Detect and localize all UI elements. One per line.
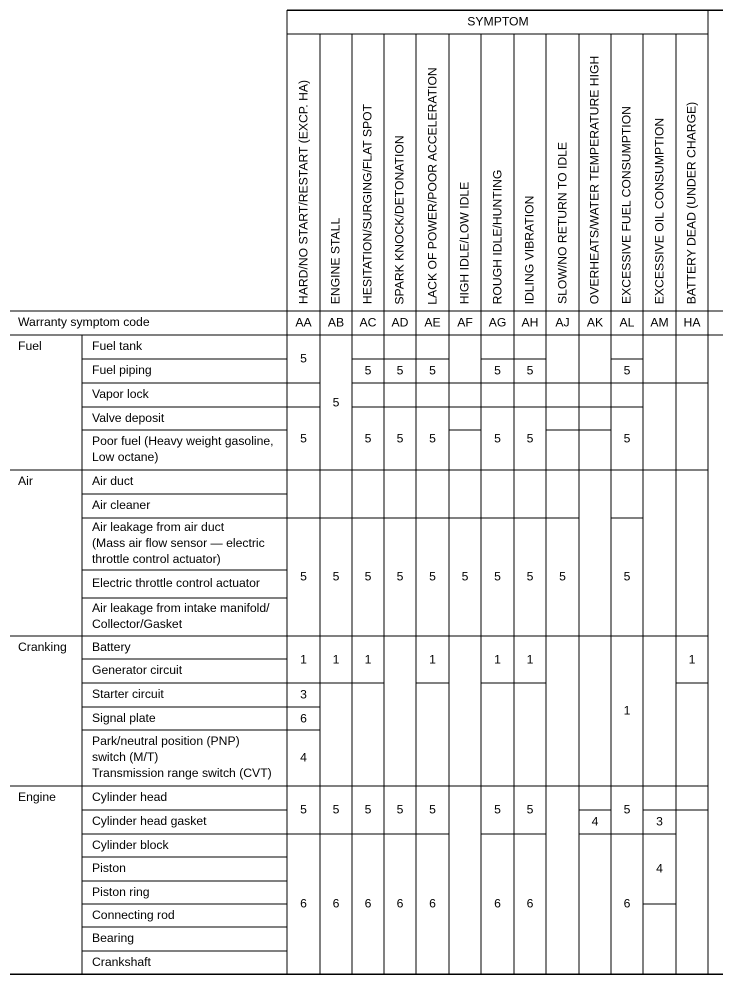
cell-value: 3 — [656, 814, 663, 829]
category-label: Engine — [18, 790, 56, 804]
item-label: switch (M/T) — [92, 750, 159, 764]
cell-value: 6 — [526, 896, 534, 911]
cell-value: 5 — [623, 802, 631, 817]
cell-value: 5 — [300, 569, 307, 584]
cell-value: 5 — [364, 569, 372, 584]
item-label: Piston ring — [92, 884, 150, 899]
symptom-code: AA — [295, 315, 312, 330]
symptom-header-text: HIGH IDLE/LOW IDLE — [457, 181, 472, 304]
cell-value: 5 — [396, 363, 404, 378]
symptom-header-text: HARD/NO START/RESTART (EXCP. HA) — [296, 79, 310, 305]
symptom-code: HA — [683, 315, 701, 330]
cell-value: 1 — [429, 652, 436, 666]
cell-value: 5 — [494, 431, 501, 445]
symptom-code: AD — [391, 315, 409, 330]
cell-value: 5 — [526, 363, 534, 378]
cell-value: 5 — [364, 363, 372, 378]
item-label: Cylinder head gasket — [92, 814, 207, 828]
item-label: Starter circuit — [92, 687, 164, 701]
category-label: Air — [18, 474, 33, 488]
symptom-header-text: ROUGH IDLE/HUNTING — [490, 169, 504, 304]
cell-value: 1 — [623, 703, 631, 718]
item-label: Air leakage from intake manifold/ — [92, 601, 270, 615]
item-label: Generator circuit — [92, 663, 183, 677]
cell-value: 1 — [494, 652, 501, 666]
cell-value: 1 — [300, 652, 307, 666]
cell-value: 5 — [429, 431, 436, 445]
category-label: Cranking — [18, 640, 67, 654]
symptom-header-text: ENGINE STALL — [328, 217, 343, 305]
item-label: (Mass air flow sensor — electric — [92, 536, 265, 550]
cell-value: 5 — [300, 431, 307, 445]
cell-value: 1 — [688, 652, 696, 666]
cell-value: 6 — [623, 896, 631, 911]
cell-value: 5 — [429, 569, 436, 584]
category-label: Fuel — [18, 339, 42, 353]
item-label: Park/neutral position (PNP) — [92, 734, 240, 748]
cell-value: 1 — [526, 652, 534, 666]
item-label: Piston — [92, 861, 126, 875]
item-label: Fuel tank — [92, 339, 143, 353]
cell-value: 5 — [364, 431, 372, 445]
cell-value: 5 — [559, 569, 566, 584]
cell-value: 5 — [526, 569, 534, 584]
cell-value: 5 — [494, 802, 501, 817]
item-label: Collector/Gasket — [92, 617, 183, 631]
symptom-header-text: EXCESSIVE OIL CONSUMPTION — [652, 117, 666, 305]
cell-value: 4 — [300, 750, 307, 765]
cell-value: 5 — [396, 569, 404, 584]
symptom-header-text: SPARK KNOCK/DETONATION — [392, 134, 407, 305]
symptom-code: AK — [586, 315, 604, 330]
item-label: Connecting rod — [92, 907, 175, 922]
cell-value: 6 — [494, 896, 501, 911]
symptom-header: SYMPTOM — [467, 14, 529, 29]
cell-value: 5 — [364, 802, 372, 817]
symptom-header-text: OVERHEATS/WATER TEMPERATURE HIGH — [587, 55, 602, 304]
symptom-code: AC — [359, 315, 377, 330]
symptom-header-text: HESITATION/SURGING/FLAT SPOT — [360, 103, 375, 305]
cell-value: 5 — [526, 431, 534, 445]
cell-value: 4 — [591, 814, 599, 829]
cell-value: 5 — [526, 802, 534, 817]
symptom-code: AB — [327, 315, 345, 330]
cell-value: 5 — [623, 431, 631, 445]
cell-value: 1 — [364, 652, 372, 666]
cell-value: 6 — [332, 896, 340, 911]
cell-value: 6 — [396, 896, 404, 911]
cell-value: 5 — [396, 431, 404, 445]
symptom-code: AM — [650, 315, 669, 330]
item-label: Air duct — [92, 474, 134, 488]
symptom-header-text: IDLING VIBRATION — [522, 195, 537, 304]
item-label: Poor fuel (Heavy weight gasoline, — [92, 434, 274, 448]
item-label: Valve deposit — [92, 410, 165, 425]
symptom-code: AG — [488, 315, 507, 330]
cell-value: 5 — [623, 363, 631, 378]
symptom-code: AE — [424, 315, 441, 330]
item-label: throttle control actuator) — [92, 552, 221, 566]
cell-value: 5 — [332, 395, 340, 409]
cell-value: 6 — [429, 896, 436, 911]
symptom-header-text: BATTERY DEAD (UNDER CHARGE) — [684, 101, 699, 305]
cell-value: 5 — [429, 802, 436, 817]
warranty-code-label: Warranty symptom code — [18, 315, 150, 329]
cell-value: 5 — [300, 351, 307, 366]
cell-value: 5 — [494, 363, 501, 378]
item-label: Vapor lock — [92, 387, 149, 401]
symptom-header-text: EXCESSIVE FUEL CONSUMPTION — [619, 106, 634, 304]
cell-value: 6 — [300, 711, 307, 725]
item-label: Signal plate — [92, 710, 156, 725]
item-label: Air cleaner — [92, 498, 151, 512]
symptom-code: AH — [521, 315, 539, 330]
symptom-code: AL — [619, 315, 635, 330]
cell-value: 1 — [332, 652, 340, 666]
item-label: Crankshaft — [92, 954, 151, 969]
item-label: Cylinder block — [92, 837, 169, 852]
cell-value: 5 — [429, 363, 436, 378]
cell-value: 5 — [461, 569, 469, 584]
cell-value: 5 — [623, 569, 631, 584]
symptom-code: AF — [457, 315, 473, 330]
cell-value: 6 — [300, 896, 307, 911]
symptom-header-text: SLOW/NO RETURN TO IDLE — [555, 141, 569, 305]
item-label: Transmission range switch (CVT) — [92, 766, 272, 780]
item-label: Air leakage from air duct — [92, 520, 225, 534]
item-label: Electric throttle control actuator — [92, 576, 260, 590]
cell-value: 5 — [396, 802, 404, 817]
symptom-code: AJ — [555, 315, 570, 330]
cell-value: 3 — [300, 687, 307, 702]
cell-value: 5 — [300, 802, 307, 817]
item-label: Low octane) — [92, 450, 159, 464]
item-label: Cylinder head — [92, 790, 168, 804]
cell-value: 5 — [332, 569, 340, 584]
item-label: Bearing — [92, 931, 135, 945]
cell-value: 5 — [332, 802, 340, 817]
item-label: Fuel piping — [92, 363, 152, 377]
cell-value: 5 — [494, 569, 501, 584]
cell-value: 4 — [656, 861, 663, 876]
cell-value: 6 — [364, 896, 372, 911]
item-label: Battery — [92, 639, 131, 654]
symptom-header-text: LACK OF POWER/POOR ACCELERATION — [425, 66, 439, 305]
